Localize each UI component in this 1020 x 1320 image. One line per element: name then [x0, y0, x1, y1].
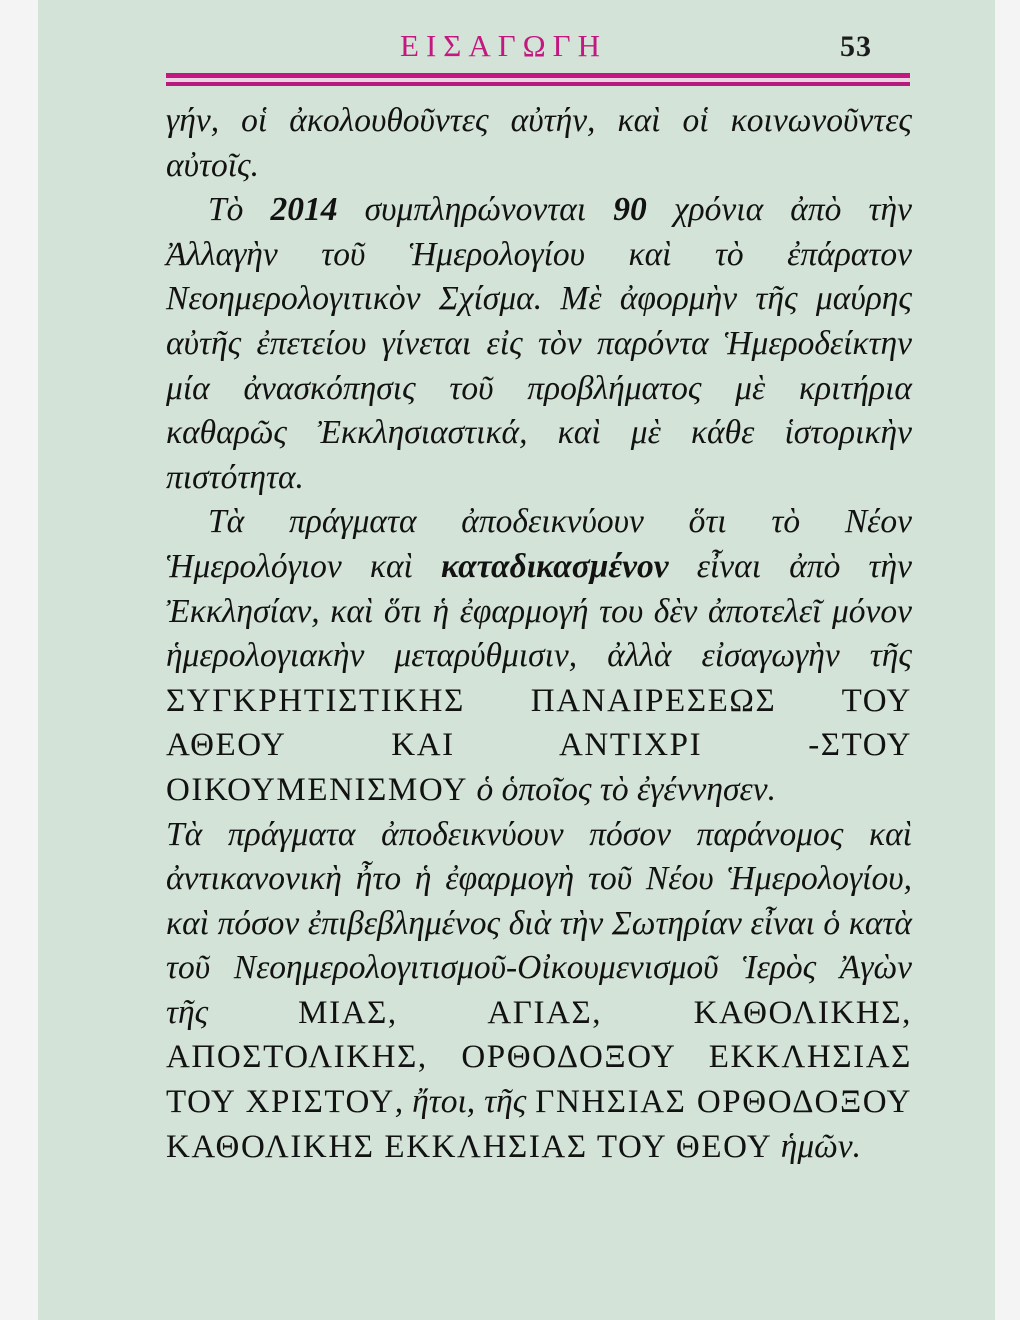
text-run: Τὰ πράγματα ἀποδεικνύουν ὅτι τὸ Νέον Ἡμερολόγιον καὶ [166, 503, 912, 585]
emphasis-bold: καταδικασμένον [441, 547, 669, 585]
paragraph [166, 188, 912, 500]
emphasis-bold: 90 [613, 191, 647, 229]
paragraph [166, 500, 912, 812]
text-run: Τὸ [208, 191, 271, 229]
document-page [38, 0, 995, 1320]
header-double-rule [166, 73, 910, 86]
running-head [128, 26, 872, 74]
text-run: γήν, οἱ ἀκολουθοῦντες αὐτήν, καὶ οἱ κοινωνοῦντες αὐτοῖς. [166, 102, 912, 184]
text-run: , ἤτοι, τῆς [394, 1083, 536, 1121]
header-rule-thin [166, 82, 910, 86]
text-run: ἡμῶν. [772, 1127, 862, 1165]
page-title: ΕΙΣΑΓΩΓΗ [400, 28, 607, 63]
paragraph [166, 813, 912, 1170]
emphasis-caps: ΣΥΓΚΡΗΤΙΣΤΙΚΗΣ ΠΑΝΑΙΡΕΣΕΩΣ ΤΟΥ ΑΘΕΟΥ ΚΑΙ ΑΝΤΙΧΡΙ -ΣΤΟΥ ΟΙΚΟΥΜΕΝΙΣΜΟΥ [166, 682, 912, 808]
page-number: 53 [840, 30, 872, 63]
emphasis-caps: ΓΝΗΣΙΑΣ ΟΡΘΟΔΟΞΟΥ ΚΑΘΟΛΙΚΗΣ ΕΚΚΛΗΣΙΑΣ ΤΟΥ ΘΕΟΥ [166, 1084, 912, 1165]
text-run: εἶναι ἀπὸ τὴν Ἐκκλησίαν, καὶ ὅτι ἡ ἐφαρμογή του δὲν ἀποτελεῖ μόνον ἡμερολογιακὴν μεταρύθμισιν, ἀλλὰ εἰσαγωγὴν τῆς [166, 547, 912, 675]
emphasis-bold: 2014 [270, 191, 338, 229]
text-run: συμπληρώνονται [337, 191, 614, 229]
emphasis-caps: ΜΙΑΣ, ΑΓΙΑΣ, ΚΑΘΟΛΙΚΗΣ, ΑΠΟΣΤΟΛΙΚΗΣ, ΟΡΘΟΔΟΞΟΥ ΕΚΚΛΗΣΙΑΣ ΤΟΥ ΧΡΙΣΤΟΥ [166, 994, 913, 1121]
text-run: ὁ ὁποῖος τὸ ἐγέννησεν. [468, 770, 776, 808]
text-run: χρόνια ἀπὸ τὴν Ἀλλαγὴν τοῦ Ἡμερολογίου καὶ τὸ ἐπάρατον Νεοημερολογιτικὸν Σχίσμα. Μὲ ἀφορμὴν τῆς μαύρης αὐτῆς ἐπετείου γίνεται εἰς τὸν παρόντα Ἡμεροδείκτην μία ἀνασκόπησις τοῦ προβλήματος μὲ κριτήρια καθαρῶς Ἐκκλησιαστικά, καὶ μὲ κάθε ἱστορικὴν πιστότητα. [166, 191, 912, 496]
text-run: Τὰ πράγματα ἀποδεικνύουν πόσον παράνομος καὶ ἀντικανονικὴ ἦτο ἡ ἐφαρμογὴ τοῦ Νέου Ἡμερολογίου, καὶ πόσον ἐπιβεβλημένος διὰ τὴν Σωτηρίαν εἶναι ὁ κατὰ τοῦ Νεοημερολογιτισμοῦ-Οἰκουμενισμοῦ Ἱερὸς Ἀγὼν τῆς [166, 815, 912, 1031]
paragraph [166, 99, 912, 188]
body-text-column [166, 99, 912, 1169]
